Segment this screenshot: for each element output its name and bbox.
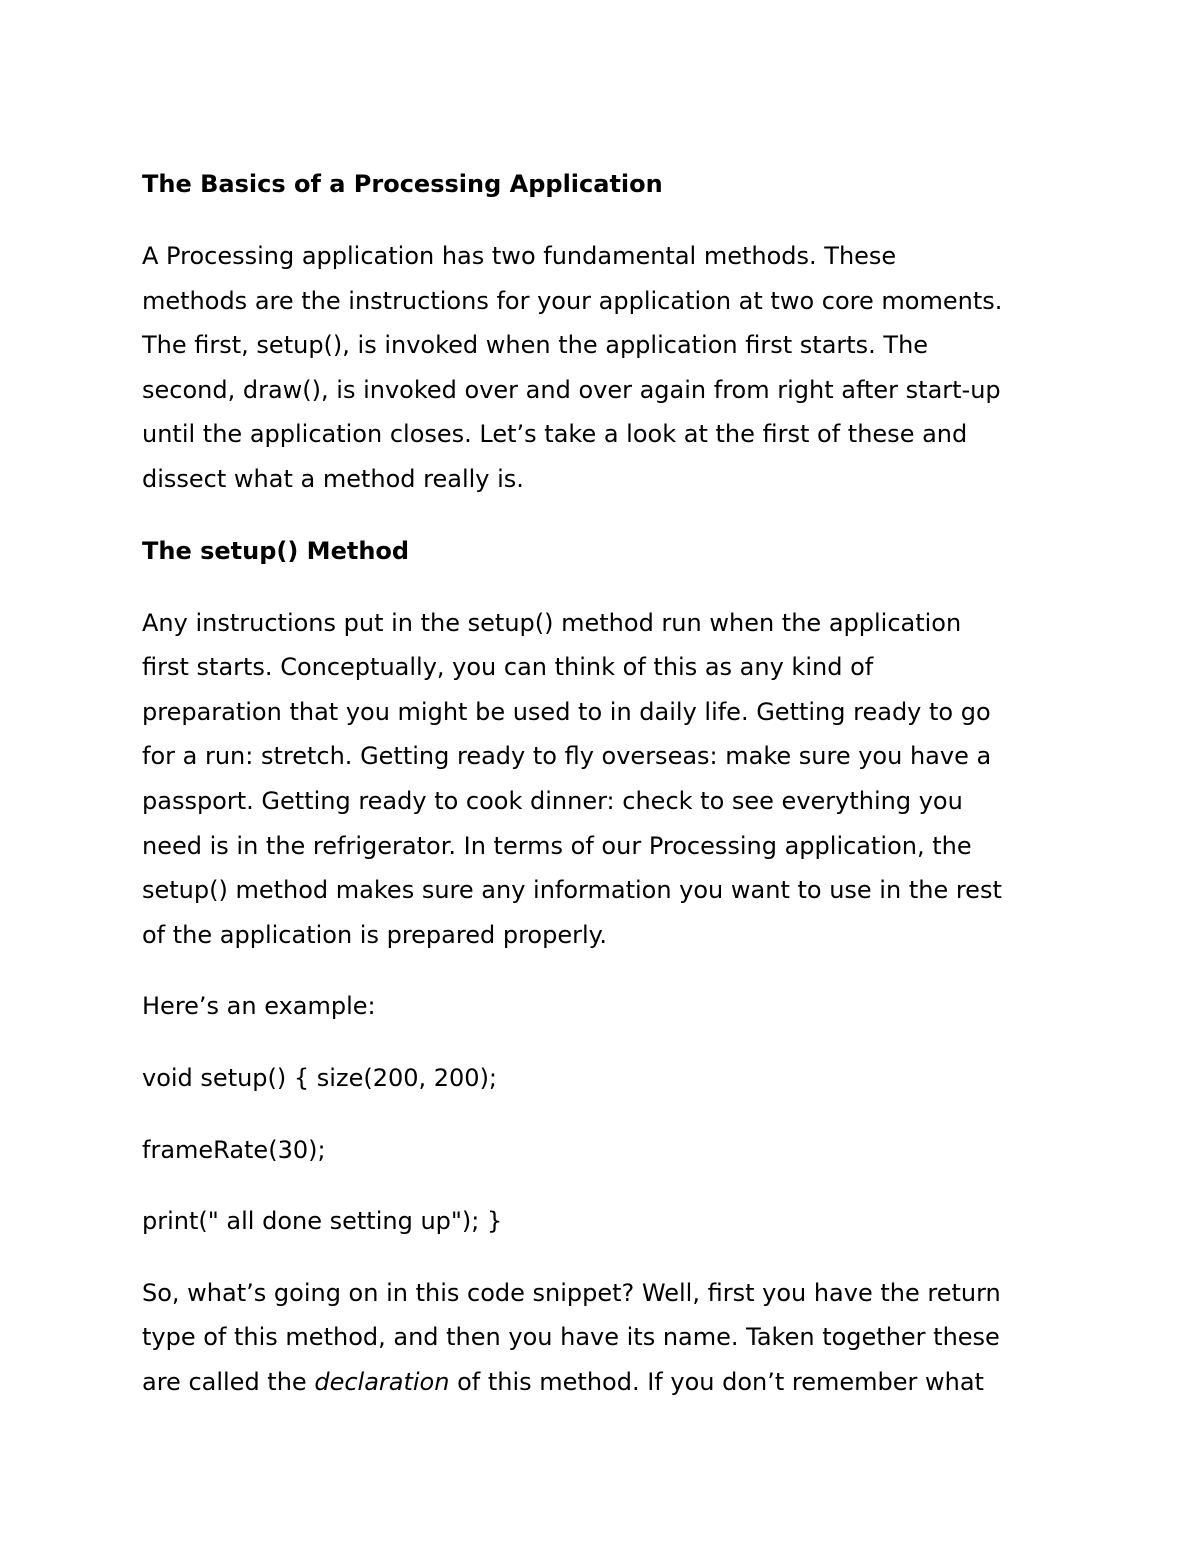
code-line: print(" all done setting up"); } [142,1207,503,1236]
paragraph-explanation [142,1271,1067,1405]
code-line-setup [142,1056,1067,1101]
code-line: frameRate(30); [142,1135,326,1164]
code-line-print [142,1199,1067,1244]
paragraph-line: preparation that you might be used to in daily life. Getting ready to go [142,697,991,726]
paragraph-example-intro [142,984,1067,1029]
code-line: void setup() { size(200, 200); [142,1063,498,1092]
paragraph-line: setup() method makes sure any information you want to use in the rest [142,876,1002,905]
paragraph-line: passport. Getting ready to cook dinner: check to see everything you [142,786,963,815]
paragraph-line: Here’s an example: [142,992,376,1021]
paragraph-line: Any instructions put in the setup() method run when the application [142,608,962,637]
paragraph-line: first starts. Conceptually, you can think of this as any kind of [142,653,874,682]
document-body [142,162,1067,1431]
paragraph-line: So, what’s going on in this code snippet? Well, first you have the return [142,1278,1001,1307]
section-heading-basics: The Basics of a Processing Application [142,170,663,198]
paragraph-line: until the application closes. Let’s take a look at the first of these and [142,420,968,449]
paragraph-line: dissect what a method really is. [142,464,524,493]
paragraph-line: for a run: stretch. Getting ready to fly overseas: make sure you have a [142,742,992,771]
paragraph-line [142,1360,1067,1405]
text-segment: of this method. If you don’t remember what [449,1367,984,1396]
paragraph-line: need is in the refrigerator. In terms of our Processing application, the [142,831,972,860]
paragraph-line: type of this method, and then you have its name. Taken together these [142,1323,1000,1352]
paragraph-setup [142,601,1067,958]
paragraph-line: of the application is prepared properly. [142,920,608,949]
emphasized-term: declaration [314,1367,450,1396]
paragraph-line: second, draw(), is invoked over and over again from right after start-up [142,375,1001,404]
section-heading-setup: The setup() Method [142,536,410,565]
text-segment: are called the [142,1367,315,1396]
paragraph-intro [142,234,1067,502]
code-line-framerate [142,1128,1067,1173]
paragraph-line: methods are the instructions for your application at two core moments. [142,286,1003,315]
paragraph-line: A Processing application has two fundamental methods. These [142,242,897,270]
paragraph-line: The first, setup(), is invoked when the application first starts. The [142,331,929,360]
